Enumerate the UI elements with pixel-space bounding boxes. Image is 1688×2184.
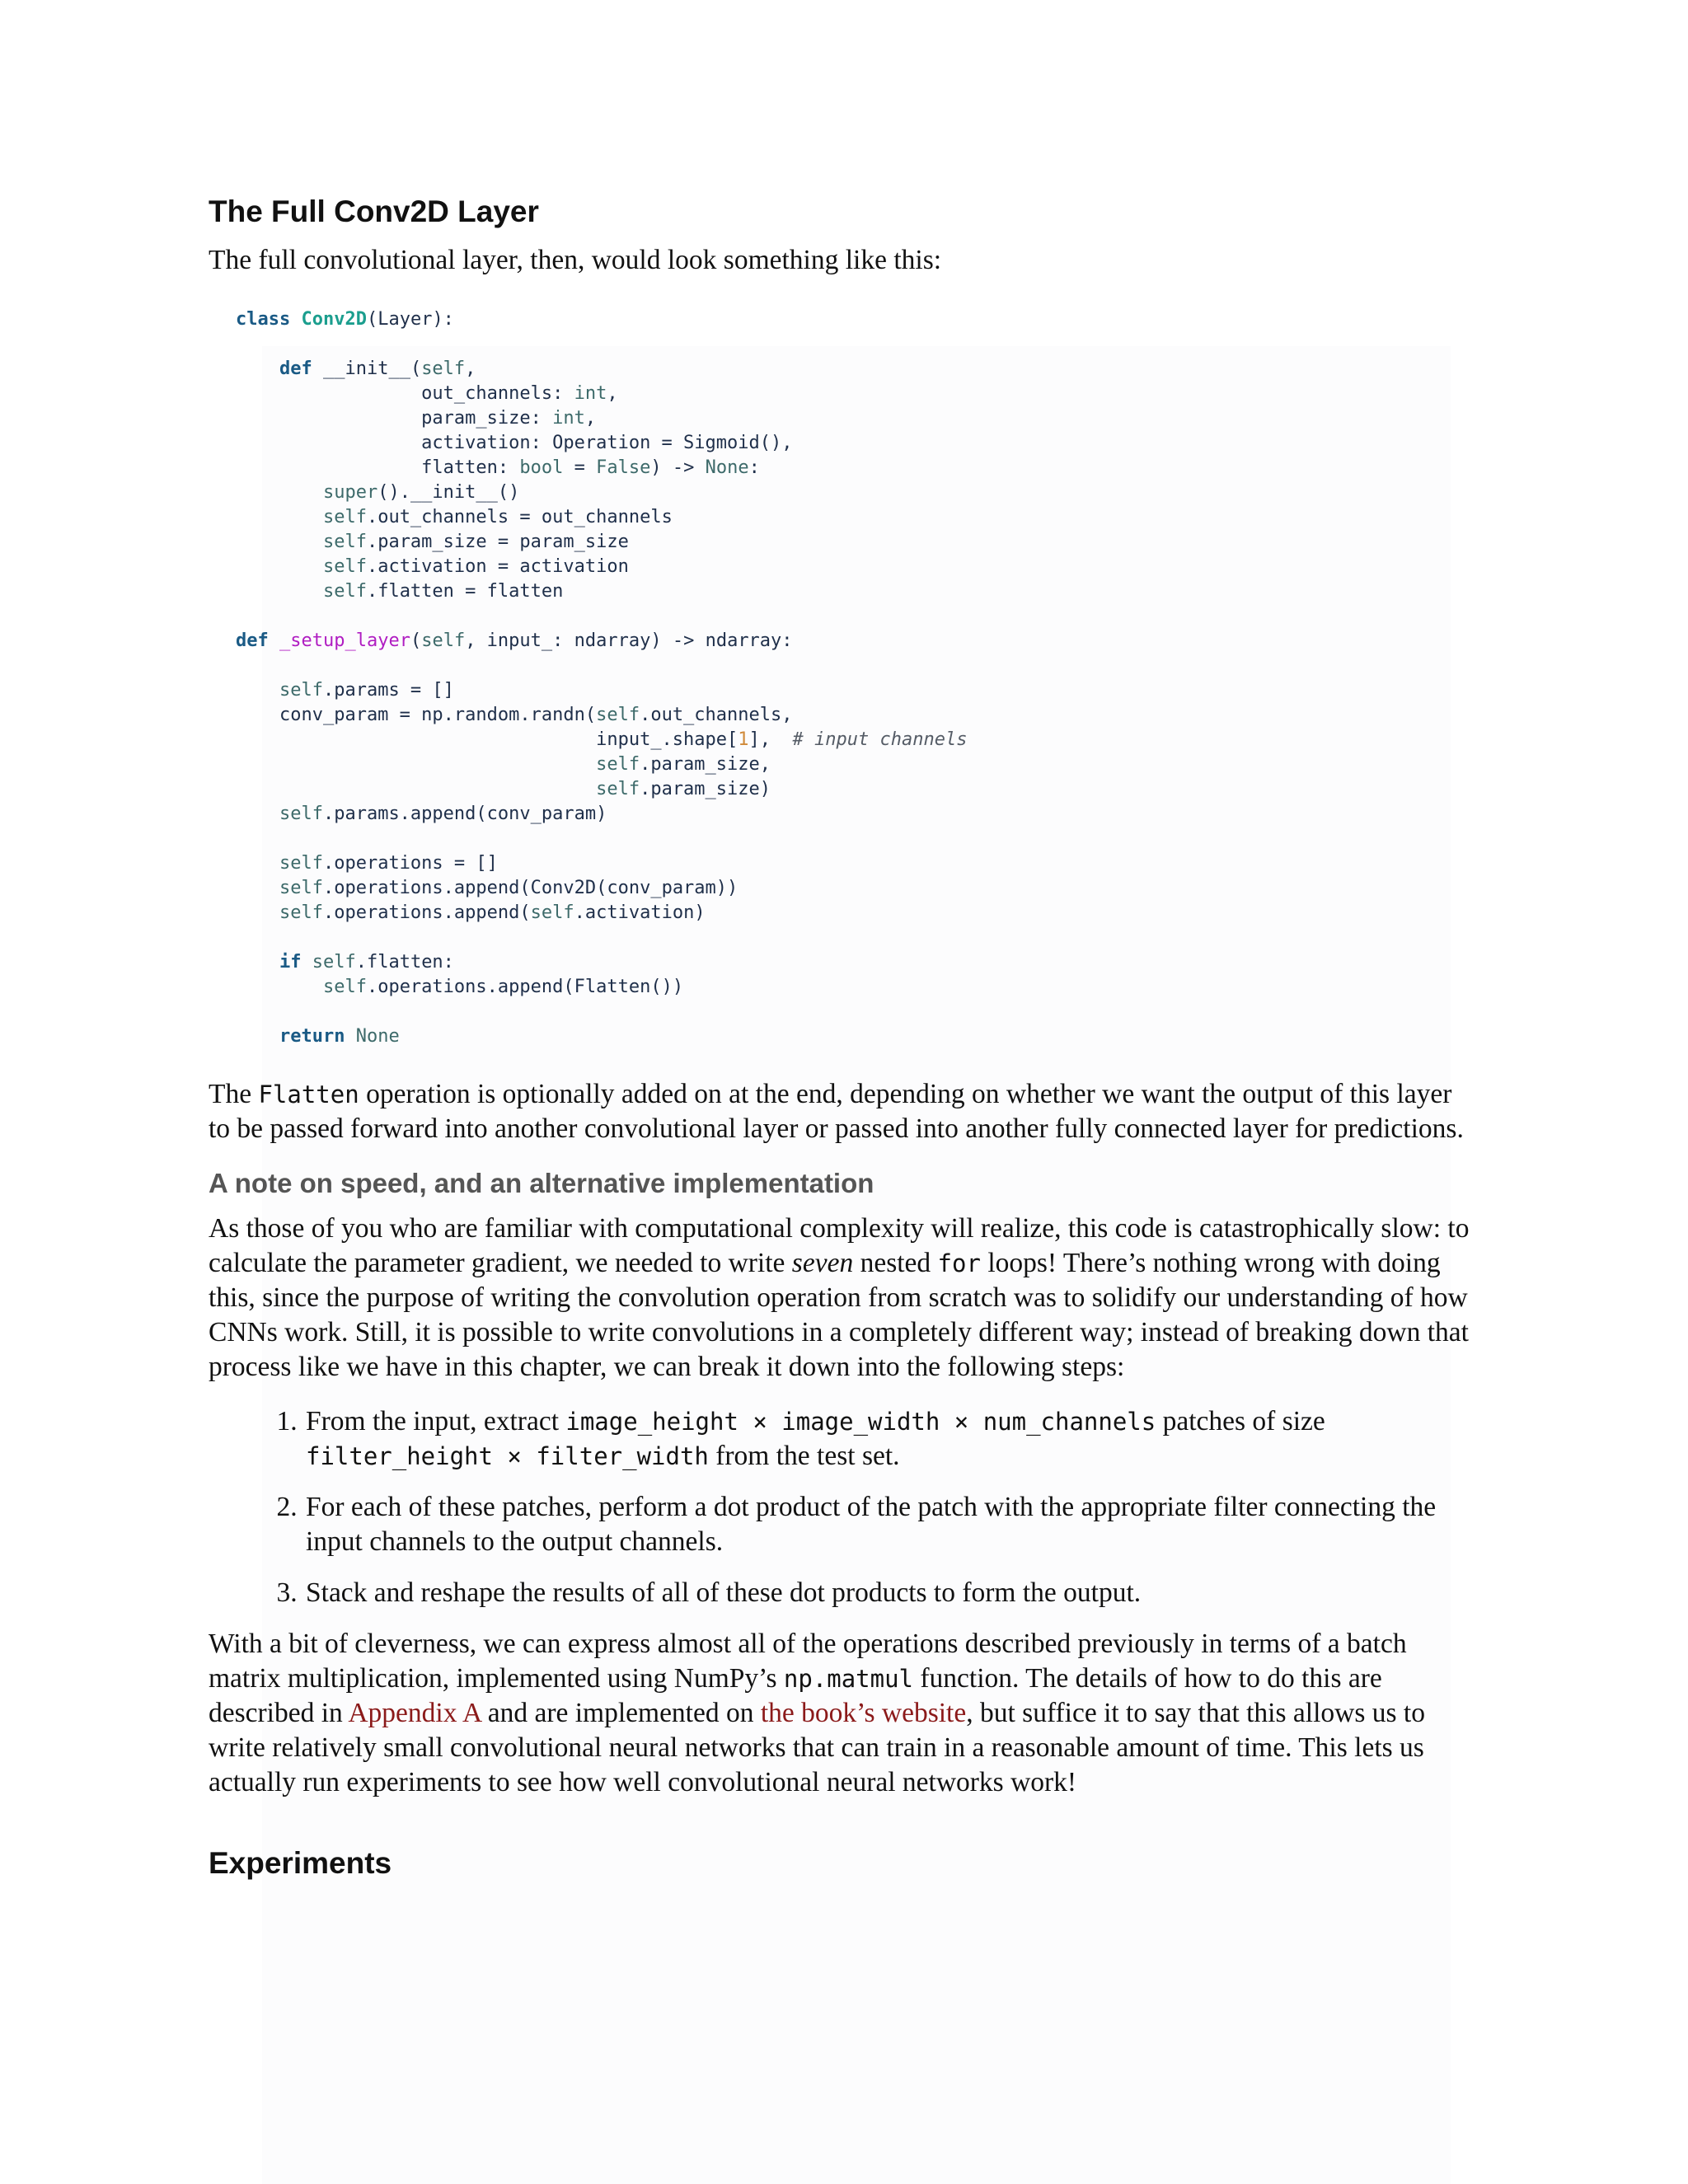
code-line: self.flatten = flatten xyxy=(322,581,564,602)
step1-code-dimensions: image_height × image_width × num_channels xyxy=(565,1408,1156,1436)
code-line: self.param_size, xyxy=(596,754,771,775)
code-line: super().__init__() xyxy=(322,482,520,503)
flatten-para-post: operation is optionally added on at the end, depending on whether we want the output of this layer to be passed forward into another convolutional layer or passed into another fully connected layer for predictions. xyxy=(209,1079,1464,1144)
code-line: self.param_size) xyxy=(596,779,771,799)
book-website-link[interactable]: the book’s website xyxy=(760,1698,967,1728)
code-line xyxy=(236,1000,1478,1024)
code-line: def __init__(self, xyxy=(279,359,476,379)
step1-c: from the test set. xyxy=(708,1441,900,1471)
steps-list xyxy=(209,1404,1478,1610)
code-line: if self.flatten: xyxy=(279,952,454,972)
speed-p1-b: nested xyxy=(853,1248,938,1278)
code-line xyxy=(236,604,1478,629)
code-line: input_.shape[1], # input channels xyxy=(236,729,968,750)
code-line: def _setup_layer(self, input_: ndarray) -> ndarray: xyxy=(236,630,793,651)
speed-p1-emphasis: seven xyxy=(791,1248,854,1278)
speed-paragraph xyxy=(209,1212,1478,1385)
code-line: self.activation = activation xyxy=(322,556,629,577)
matmul-p2-a: With a bit of cleverness, we can express almost all of the operations described previously in terms of a batch matrix multiplication, implemented using NumPy’s xyxy=(209,1629,1407,1694)
list-item: 2. For each of these patches, perform a dot product of the patch with the appropriate filter connecting the input channels to the output channels. xyxy=(304,1490,1478,1559)
flatten-inline-code: Flatten xyxy=(258,1080,359,1108)
code-line: param_size: int, xyxy=(236,408,597,429)
code-line xyxy=(236,654,1478,678)
code-line: self.operations.append(Flatten()) xyxy=(322,977,684,997)
code-line: self.param_size = param_size xyxy=(322,532,629,552)
matmul-inline-code: np.matmul xyxy=(783,1665,913,1693)
code-line: return None xyxy=(279,1026,400,1047)
code-line: conv_param = np.random.randn(self.out_channels, xyxy=(236,705,793,725)
matmul-p2-d: , but suffice it to say that this allows us to write relatively small convolutional neural networks that can train in a reasonable amount of time. This lets us actually run experiments to see how well convolutional neural networks work! xyxy=(209,1698,1425,1797)
intro-paragraph: The full convolutional layer, then, would look something like this: xyxy=(209,245,942,275)
code-line: self.params = [] xyxy=(279,680,454,701)
code-line xyxy=(236,332,1478,357)
list-item xyxy=(304,1404,1478,1474)
list-item: 3. Stack and reshape the results of all of these dot products to form the output. xyxy=(304,1576,1478,1610)
section-heading-full-conv2d: The Full Conv2D Layer xyxy=(209,194,539,228)
step1-a: From the input, extract xyxy=(306,1406,566,1436)
for-inline-code: for xyxy=(937,1249,981,1277)
step1-code-filter-size: filter_height × filter_width xyxy=(306,1442,709,1470)
section-heading-speed-note: A note on speed, and an alternative implementation xyxy=(209,1168,874,1198)
code-line xyxy=(236,926,1478,950)
section-heading-experiments: Experiments xyxy=(209,1846,392,1880)
document-page xyxy=(209,196,1478,1878)
matmul-p2-b: function. The details of how to do this are described in xyxy=(209,1663,1382,1728)
code-line: self.operations = [] xyxy=(279,853,498,874)
code-line xyxy=(236,827,1478,851)
code-line: class Conv2D(Layer): xyxy=(236,309,454,330)
step1-b: patches of size xyxy=(1156,1406,1325,1436)
code-line: self.operations.append(Conv2D(conv_param)) xyxy=(279,878,738,898)
speed-p1-c: loops! There’s nothing wrong with doing this, since the purpose of writing the convolution operation from scratch was to solidify our understanding of how CNNs work. Still, it is possible to write convolutions in a completely different way; instead of breaking down that process like we have in this chapter, we can break it down into the following steps: xyxy=(209,1248,1469,1382)
appendix-a-link[interactable]: Appendix A xyxy=(348,1698,481,1728)
code-block-conv2d xyxy=(209,307,1478,1049)
flatten-para-pre: The xyxy=(209,1079,259,1109)
flatten-paragraph xyxy=(209,1077,1478,1146)
code-line: flatten: bool = False) -> None: xyxy=(236,457,760,478)
code-line: self.operations.append(self.activation) xyxy=(279,902,706,923)
code-line: out_channels: int, xyxy=(236,383,618,404)
matmul-p2-c: and are implemented on xyxy=(481,1698,761,1728)
matmul-paragraph xyxy=(209,1627,1478,1800)
code-line: self.params.append(conv_param) xyxy=(279,804,607,824)
speed-p1-a: As those of you who are familiar with computational complexity will realize, this code is catastrophically slow: to calculate the parameter gradient, we needed to write xyxy=(209,1213,1470,1278)
code-line: activation: Operation = Sigmoid(), xyxy=(236,433,793,453)
code-line: self.out_channels = out_channels xyxy=(322,507,673,527)
